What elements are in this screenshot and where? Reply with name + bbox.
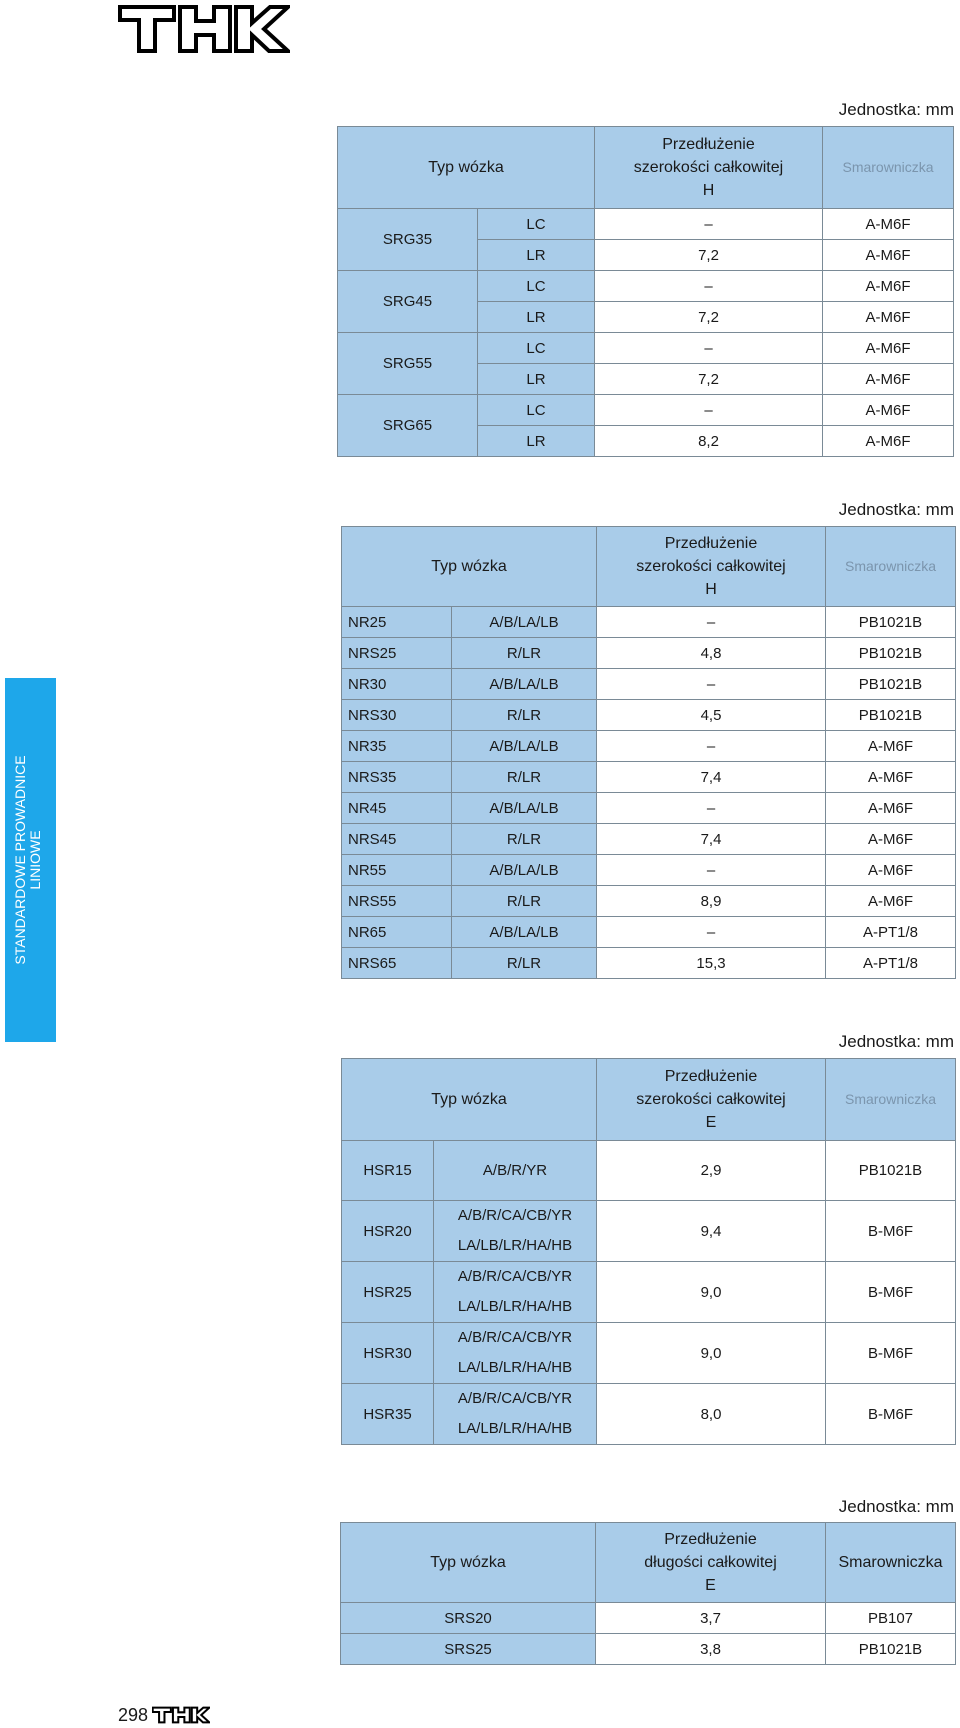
table-row — [342, 1201, 956, 1262]
table-row — [338, 271, 954, 302]
ext-cell: – — [597, 793, 826, 824]
grease-cell: PB1021B — [826, 700, 956, 731]
sub-cell: LR — [478, 426, 595, 457]
table-row — [342, 917, 956, 948]
table3-unit: Jednostka: mm — [838, 1032, 954, 1051]
table-row — [342, 1141, 956, 1201]
model-cell: NR55 — [342, 855, 452, 886]
ext-cell: 8,2 — [595, 426, 823, 457]
model-cell: SRG65 — [338, 395, 478, 457]
ext-cell: 7,2 — [595, 302, 823, 333]
sub-cell: LR — [478, 240, 595, 271]
model-cell: NRS45 — [342, 824, 452, 855]
model-cell: NR30 — [342, 669, 452, 700]
ext-cell: – — [597, 607, 826, 638]
sub-cell: A/B/LA/LB — [452, 669, 597, 700]
table-row — [342, 824, 956, 855]
table1-unit: Jednostka: mm — [838, 100, 954, 119]
table1-header-grease: Smarowniczka — [823, 127, 954, 209]
sub-cell — [434, 1323, 597, 1384]
ext-cell: 9,0 — [597, 1323, 826, 1384]
sub-line1: A/B/R/CA/CB/YR — [457, 1390, 573, 1407]
sub-cell — [434, 1384, 597, 1445]
grease-cell: A-M6F — [826, 762, 956, 793]
table-row — [342, 793, 956, 824]
table-row — [342, 700, 956, 731]
side-tab-line2: LINIOWE — [27, 830, 43, 890]
ext-cell: 3,8 — [596, 1634, 826, 1665]
model-cell: NR65 — [342, 917, 452, 948]
grease-cell: A-M6F — [823, 209, 954, 240]
table1-header-type: Typ wózka — [338, 127, 595, 209]
sub-cell: LC — [478, 395, 595, 426]
table-row — [338, 209, 954, 240]
sub-cell — [434, 1201, 597, 1262]
thk-footer-logo — [152, 1706, 210, 1724]
table1-header-ext: Przedłużenie szerokości całkowitej H — [595, 127, 823, 209]
ext-cell: 7,4 — [597, 762, 826, 793]
grease-cell: A-M6F — [823, 302, 954, 333]
thk-logo — [118, 3, 290, 55]
model-cell: NRS35 — [342, 762, 452, 793]
model-cell: HSR25 — [342, 1262, 434, 1323]
sub-cell: R/LR — [452, 638, 597, 669]
model-cell: SRG35 — [338, 209, 478, 271]
table-row — [341, 1603, 956, 1634]
sub-cell: LC — [478, 271, 595, 302]
sub-cell: LC — [478, 333, 595, 364]
ext-cell: 8,9 — [597, 886, 826, 917]
grease-cell: B-M6F — [826, 1262, 956, 1323]
table-row — [342, 1323, 956, 1384]
side-tab-label — [13, 690, 43, 1030]
sub-cell: LR — [478, 364, 595, 395]
table4-header-grease: Smarowniczka — [826, 1523, 956, 1603]
table-row — [341, 1634, 956, 1665]
side-tab-line1: STANDARDOWE PROWADNICE — [12, 755, 28, 965]
sub-cell: LC — [478, 209, 595, 240]
table3 — [341, 1058, 956, 1445]
grease-cell: A-M6F — [823, 426, 954, 457]
ext-cell: 3,7 — [596, 1603, 826, 1634]
grease-cell: A-M6F — [826, 731, 956, 762]
grease-cell: B-M6F — [826, 1323, 956, 1384]
ext-cell: – — [595, 395, 823, 426]
sub-cell: LR — [478, 302, 595, 333]
table2-header-grease: Smarowniczka — [826, 527, 956, 607]
table4-header-ext: Przedłużenie długości całkowitej E — [596, 1523, 826, 1603]
table-row — [338, 333, 954, 364]
grease-cell: PB1021B — [826, 607, 956, 638]
ext-cell: 15,3 — [597, 948, 826, 979]
table3-header-type: Typ wózka — [342, 1059, 597, 1141]
sub-line2: LA/LB/LR/HA/HB — [457, 1359, 573, 1376]
ext-cell: 4,5 — [597, 700, 826, 731]
grease-cell: A-M6F — [823, 271, 954, 302]
table-row — [342, 731, 956, 762]
model-cell: SRS20 — [341, 1603, 596, 1634]
table1 — [337, 126, 954, 457]
ext-cell: – — [597, 855, 826, 886]
ext-cell: 7,2 — [595, 364, 823, 395]
sub-cell: R/LR — [452, 948, 597, 979]
model-cell: HSR35 — [342, 1384, 434, 1445]
grease-cell: A-M6F — [826, 886, 956, 917]
table-row — [342, 607, 956, 638]
grease-cell: PB1021B — [826, 1634, 956, 1665]
table2-unit: Jednostka: mm — [838, 500, 954, 519]
table3-header-ext: Przedłużenie szerokości całkowitej E — [597, 1059, 826, 1141]
table-row — [342, 669, 956, 700]
model-cell: NR45 — [342, 793, 452, 824]
ext-cell: – — [595, 209, 823, 240]
grease-cell: B-M6F — [826, 1201, 956, 1262]
model-cell: NR25 — [342, 607, 452, 638]
model-cell: SRS25 — [341, 1634, 596, 1665]
model-cell: SRG55 — [338, 333, 478, 395]
model-cell: NRS65 — [342, 948, 452, 979]
table2-header-type: Typ wózka — [342, 527, 597, 607]
table-row — [342, 1384, 956, 1445]
table4 — [340, 1522, 956, 1665]
ext-cell: – — [597, 731, 826, 762]
ext-cell: 4,8 — [597, 638, 826, 669]
sub-cell: A/B/LA/LB — [452, 793, 597, 824]
sub-line1: A/B/R/CA/CB/YR — [457, 1329, 573, 1346]
table-row — [342, 948, 956, 979]
grease-cell: A-M6F — [826, 855, 956, 886]
model-cell: HSR20 — [342, 1201, 434, 1262]
ext-cell: 2,9 — [597, 1141, 826, 1201]
grease-cell: A-M6F — [826, 793, 956, 824]
sub-line2: LA/LB/LR/HA/HB — [457, 1420, 573, 1437]
sub-cell: A/B/LA/LB — [452, 607, 597, 638]
sub-line1: A/B/R/CA/CB/YR — [457, 1207, 573, 1224]
model-cell: SRG45 — [338, 271, 478, 333]
table-row — [342, 762, 956, 793]
sub-cell: R/LR — [452, 886, 597, 917]
sub-cell: A/B/LA/LB — [452, 731, 597, 762]
sub-cell — [434, 1141, 597, 1201]
grease-cell: PB107 — [826, 1603, 956, 1634]
ext-cell: – — [595, 333, 823, 364]
grease-cell: A-M6F — [823, 364, 954, 395]
ext-cell: 9,4 — [597, 1201, 826, 1262]
ext-cell: 7,2 — [595, 240, 823, 271]
ext-cell: 9,0 — [597, 1262, 826, 1323]
sub-cell: R/LR — [452, 824, 597, 855]
table-row — [342, 886, 956, 917]
table4-unit: Jednostka: mm — [838, 1497, 954, 1516]
sub-cell: R/LR — [452, 700, 597, 731]
model-cell: HSR15 — [342, 1141, 434, 1201]
grease-cell: A-M6F — [823, 395, 954, 426]
sub-line1: A/B/R/YR — [482, 1161, 548, 1179]
table-row — [342, 1262, 956, 1323]
grease-cell: PB1021B — [826, 1141, 956, 1201]
ext-cell: – — [597, 669, 826, 700]
grease-cell: A-M6F — [823, 333, 954, 364]
grease-cell: PB1021B — [826, 638, 956, 669]
ext-cell: – — [597, 917, 826, 948]
model-cell: HSR30 — [342, 1323, 434, 1384]
sub-cell — [434, 1262, 597, 1323]
model-cell: NR35 — [342, 731, 452, 762]
table-row — [342, 855, 956, 886]
grease-cell: A-M6F — [826, 824, 956, 855]
table2 — [341, 526, 956, 979]
grease-cell: A-PT1/8 — [826, 917, 956, 948]
model-cell: NRS30 — [342, 700, 452, 731]
grease-cell: B-M6F — [826, 1384, 956, 1445]
sub-cell: R/LR — [452, 762, 597, 793]
table2-header-ext: Przedłużenie szerokości całkowitej H — [597, 527, 826, 607]
sub-cell: A/B/LA/LB — [452, 855, 597, 886]
sub-line2: LA/LB/LR/HA/HB — [457, 1298, 573, 1315]
ext-cell: 8,0 — [597, 1384, 826, 1445]
table4-header-type: Typ wózka — [341, 1523, 596, 1603]
grease-cell: A-PT1/8 — [826, 948, 956, 979]
table-row — [338, 395, 954, 426]
table-row — [342, 638, 956, 669]
table3-header-grease: Smarowniczka — [826, 1059, 956, 1141]
model-cell: NRS55 — [342, 886, 452, 917]
page-footer — [118, 1705, 210, 1725]
ext-cell: – — [595, 271, 823, 302]
sub-line2: LA/LB/LR/HA/HB — [457, 1237, 573, 1254]
sub-line1: A/B/R/CA/CB/YR — [457, 1268, 573, 1285]
ext-cell: 7,4 — [597, 824, 826, 855]
page-number: 298 — [118, 1704, 149, 1725]
model-cell: NRS25 — [342, 638, 452, 669]
grease-cell: A-M6F — [823, 240, 954, 271]
grease-cell: PB1021B — [826, 669, 956, 700]
sub-cell: A/B/LA/LB — [452, 917, 597, 948]
